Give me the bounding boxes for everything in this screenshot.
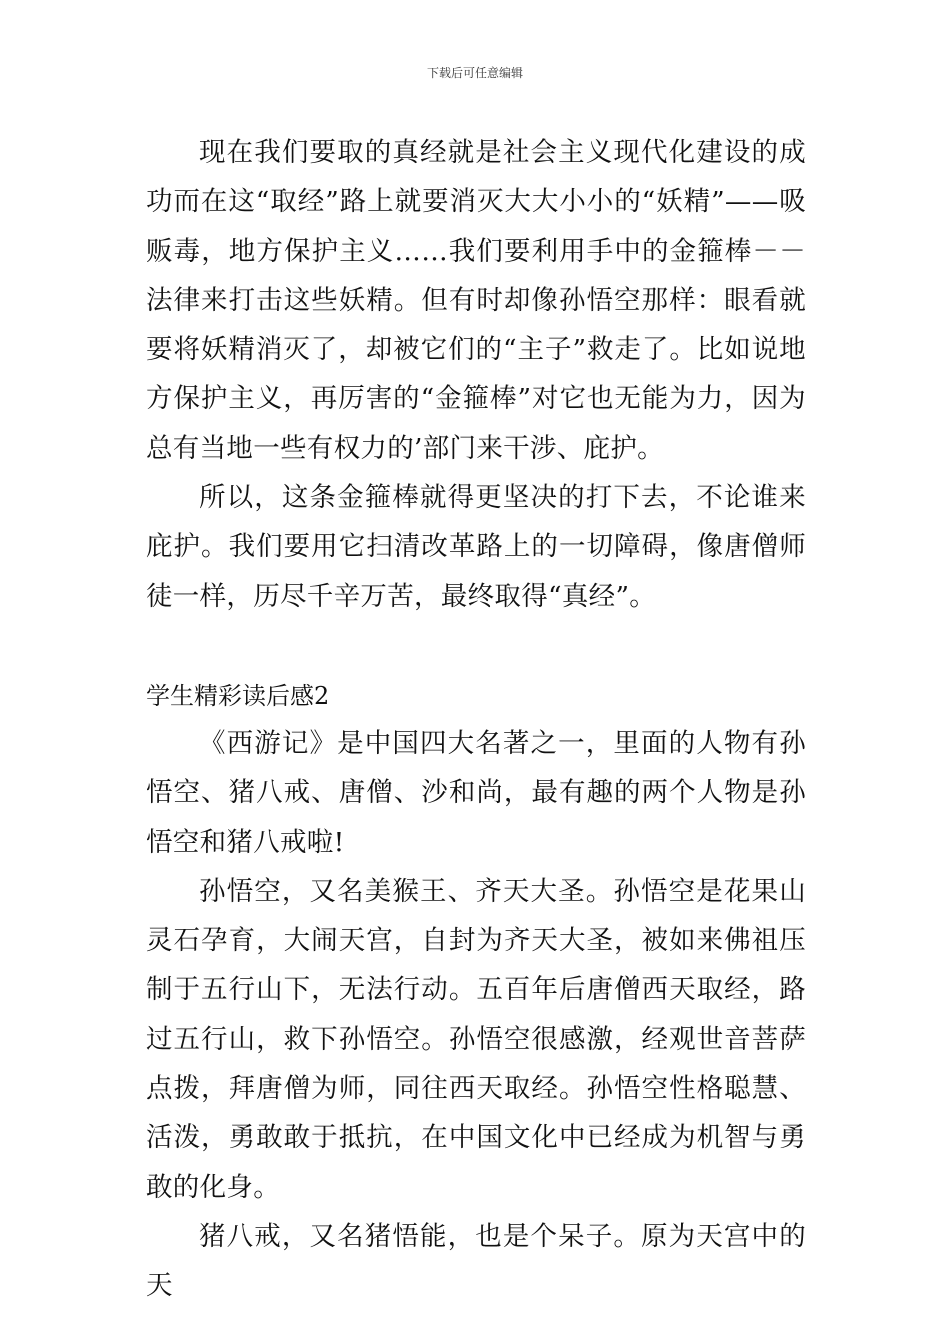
- paragraph: 所以，这条金箍棒就得更坚决的打下去，不论谁来庇护。我们要用它扫清改革路上的一切障碍，像唐僧师徒一样，历尽千辛万苦，最终取得“真经”。: [146, 482, 806, 612]
- page-header: 下载后可任意编辑: [426, 66, 523, 80]
- paragraph: 猪八戒，又名猪悟能，也是个呆子。原为天宫中的天: [146, 1220, 806, 1302]
- paragraph: 《西游记》是中国四大名著之一，里面的人物有孙悟空、猪八戒、唐僧、沙和尚，最有趣的两个人物是孙悟空和猪八戒啦!: [146, 727, 806, 858]
- document-body: [146, 128, 806, 1311]
- section-title: 学生精彩读后感2: [146, 681, 330, 710]
- paragraph: 孙悟空，又名美猴王、齐天大圣。孙悟空是花果山灵石孕育，大闹天宫，自封为齐天大圣，被如来佛祖压制于五行山下，无法行动。五百年后唐僧西天取经，路过五行山，救下孙悟空。孙悟空很感激，经观世音菩萨点拨，拜唐僧为师，同往西天取经。孙悟空性格聪慧、活泼，勇敢敢于抵抗，在中国文化中已经成为机智与勇敢的化身。: [146, 875, 806, 1203]
- section-spacer: [146, 621, 806, 673]
- paragraph: 现在我们要取的真经就是社会主义现代化建设的成功而在这“取经”路上就要消灭大大小小的“妖精”——吸贩毒，地方保护主义……我们要利用手中的金箍棒－－法律来打击这些妖精。但有时却像孙悟空那样：眼看就要将妖精消灭了，却被它们的“主子”救走了。比如说地方保护主义，再厉害的“金箍棒”对它也无能为力，因为总有当地一些有权力的’部门来干涉、庇护。: [146, 137, 806, 464]
